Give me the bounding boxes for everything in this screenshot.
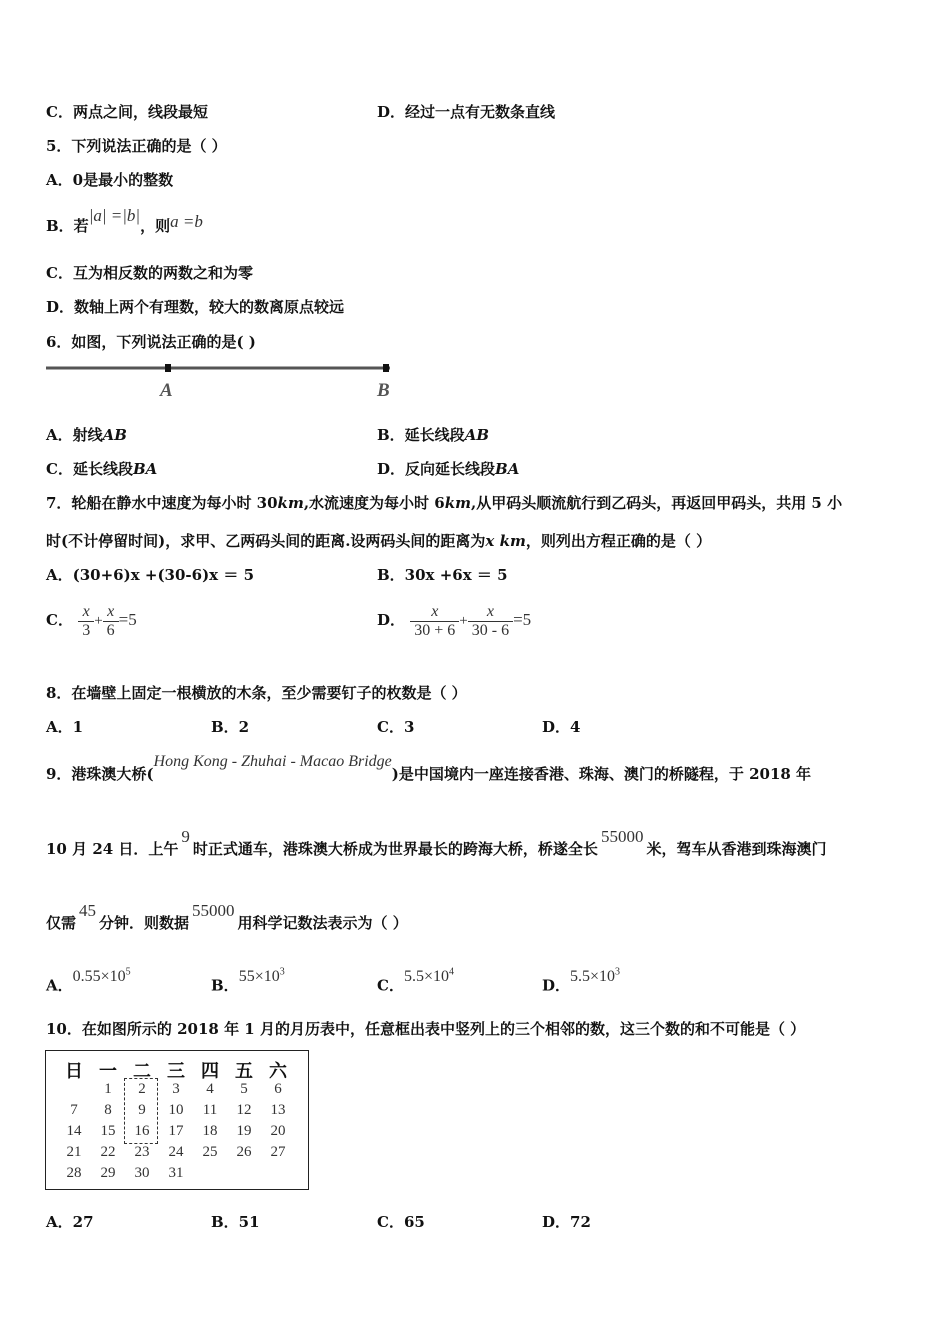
q7-stem-line1 <box>46 493 842 513</box>
q9-b-base: 55×10 <box>238 968 280 986</box>
calendar-january-2018 <box>45 1050 309 1190</box>
q9-option-c-label: C． <box>377 976 404 995</box>
q7-stem-line2 <box>46 531 711 551</box>
calendar-day: 21 <box>66 1144 82 1160</box>
q9-line2-a: 10 月 24 日．上午 <box>46 840 179 858</box>
q9-option-a-label: A． <box>46 976 73 995</box>
calendar-day: 29 <box>100 1165 116 1181</box>
calendar-day: 14 <box>66 1123 82 1139</box>
q9-length: 55000 <box>600 827 644 846</box>
calendar-day: 22 <box>100 1144 116 1160</box>
q9-line3-b: 分钟．则数据 <box>99 914 190 932</box>
q9-a-exp: 5 <box>125 967 131 978</box>
q6-label-b: B <box>377 380 390 401</box>
q7-d-den1: 30 + 6 <box>414 621 456 639</box>
q7-d-frac1 <box>410 603 459 640</box>
calendar-day: 4 <box>206 1081 214 1097</box>
q9-minutes: 45 <box>79 901 97 920</box>
q6-option-d <box>377 459 519 479</box>
q5-option-b <box>46 206 203 236</box>
calendar-day: 15 <box>100 1123 116 1139</box>
calendar-day: 16 <box>134 1123 150 1139</box>
q4-option-c: C．两点之间，线段最短 <box>46 103 208 121</box>
calendar-day: 17 <box>168 1123 184 1139</box>
calendar-day: 2 <box>138 1081 146 1097</box>
q9-b-exp: 3 <box>279 967 285 978</box>
q9-c-exp: 4 <box>448 967 454 978</box>
q7-option-b: B．30x +6x ＝ 5 <box>377 566 508 584</box>
q7-km-2: km <box>444 494 471 512</box>
q6-option-c-var: BA <box>132 460 158 478</box>
q9-stem-line3 <box>46 901 408 933</box>
q9-option-d-label: D． <box>542 976 571 995</box>
q9-english-name: Hong Kong - Zhuhai - Macao Bridge <box>153 753 392 770</box>
calendar-selection-box <box>124 1078 158 1144</box>
calendar-day: 27 <box>270 1144 286 1160</box>
calendar-header-fri: 五 <box>235 1061 253 1082</box>
q9-d-base: 5.5×10 <box>570 968 616 986</box>
q10-option-b: B．51 <box>211 1213 260 1231</box>
q9-stem-line1 <box>46 753 812 785</box>
q9-stem-line2 <box>46 827 827 859</box>
q7-line1-a: 7．轮船在静水中速度为每小时 30 <box>46 494 278 512</box>
q8-option-c: C．3 <box>377 718 415 736</box>
q8-option-a: A．1 <box>46 718 84 736</box>
calendar-day: 12 <box>236 1102 252 1118</box>
q7-c-eq: =5 <box>118 610 137 629</box>
q9-option-c-math <box>404 968 454 985</box>
calendar-day: 5 <box>240 1081 248 1097</box>
q9-c-base: 5.5×10 <box>403 968 449 986</box>
q5-option-b-prefix: B．若 <box>46 217 89 235</box>
calendar-day: 13 <box>270 1102 286 1118</box>
calendar-day: 9 <box>138 1102 146 1118</box>
q7-d-plus: + <box>459 613 468 629</box>
calendar-day: 10 <box>168 1102 184 1118</box>
calendar-day: 25 <box>202 1144 218 1160</box>
q6-option-c-text: C．延长线段 <box>46 460 133 478</box>
q9-option-b <box>211 967 285 996</box>
q9-line2-c: 米，驾车从香港到珠海澳门 <box>646 840 827 858</box>
q10-option-d: D．72 <box>542 1213 591 1231</box>
calendar-day: 31 <box>168 1165 184 1181</box>
q7-c-den2: 6 <box>106 621 115 639</box>
q8-stem: 8．在墙壁上固定一根横放的木条，至少需要钉子的枚数是（ ） <box>46 684 467 702</box>
q5-option-d: D．数轴上两个有理数，较大的数离原点较远 <box>46 298 345 316</box>
q7-c-den1: 3 <box>82 621 91 639</box>
q5-option-b-math2: a =b <box>170 212 203 231</box>
q9-option-d-math <box>570 968 620 985</box>
q7-d-num1: x <box>410 603 459 622</box>
q10-stem: 10．在如图所示的 2018 年 1 月的月历表中，任意框出表中竖列上的三个相邻的数，这三个数的和不可能是（ ） <box>46 1020 806 1038</box>
q6-option-b-text: B．延长线段 <box>377 426 465 444</box>
q7-c-frac1 <box>78 603 94 640</box>
q7-c-num1: x <box>78 603 94 622</box>
calendar-day: 1 <box>104 1081 112 1097</box>
q5-stem: 5．下列说法正确的是（ ） <box>46 137 227 155</box>
q9-option-b-label: B． <box>211 976 239 995</box>
q9-line3-a: 仅需 <box>46 914 77 932</box>
calendar-header-wed: 三 <box>167 1061 185 1082</box>
q9-d-exp: 3 <box>615 967 621 978</box>
calendar-day: 24 <box>168 1144 184 1160</box>
q6-segment-figure <box>44 360 394 402</box>
q6-option-a-var: AB <box>102 426 127 444</box>
q7-c-num2: x <box>103 603 119 622</box>
q9-hour: 9 <box>181 827 190 846</box>
q6-option-a-text: A．射线 <box>46 426 103 444</box>
calendar-header-mon: 一 <box>99 1061 117 1082</box>
q7-option-d <box>377 602 531 640</box>
q6-option-d-text: D．反向延长线段 <box>377 460 496 478</box>
q7-line2-b: ，则列出方程正确的是（ ） <box>525 532 712 550</box>
calendar-day: 19 <box>236 1123 252 1139</box>
q9-option-d <box>542 967 621 996</box>
calendar-day: 8 <box>104 1102 112 1118</box>
q10-option-c: C．65 <box>377 1213 425 1231</box>
calendar-day: 20 <box>270 1123 286 1139</box>
q9-line3-c: 用科学记数法表示为（ ） <box>237 914 408 932</box>
q6-option-c <box>46 459 157 479</box>
calendar-day: 6 <box>274 1081 282 1097</box>
q7-option-c-label: C． <box>46 611 73 629</box>
q4-option-d: D．经过一点有无数条直线 <box>377 103 556 121</box>
calendar-day: 11 <box>202 1102 218 1118</box>
q6-label-a: A <box>160 380 173 401</box>
q9-data: 55000 <box>192 901 235 920</box>
calendar-day: 3 <box>172 1081 180 1097</box>
calendar-header-sat: 六 <box>269 1061 287 1082</box>
calendar-day: 18 <box>202 1123 218 1139</box>
q9-a-base: 0.55×10 <box>72 968 126 986</box>
calendar-day: 23 <box>134 1144 150 1160</box>
q9-option-a-math <box>73 968 131 985</box>
q6-option-d-var: BA <box>495 460 520 478</box>
q9-option-c <box>377 967 454 996</box>
q9-line1-b: )是中国境内一座连接香港、珠海、澳门的桥隧程，于 2018 年 <box>391 765 812 783</box>
q8-option-b: B．2 <box>211 718 250 736</box>
q6-point-b <box>383 364 389 372</box>
q6-stem: 6．如图，下列说法正确的是( ) <box>46 333 256 351</box>
q7-d-den2: 30 - 6 <box>471 621 510 639</box>
calendar-header-sun: 日 <box>65 1061 83 1082</box>
q7-c-plus: + <box>94 613 103 629</box>
q7-option-d-label: D． <box>377 611 406 629</box>
calendar-day: 7 <box>70 1102 78 1118</box>
calendar-header-tue: 二 <box>133 1061 151 1082</box>
q6-point-a <box>165 364 171 372</box>
q9-line2-b: 时正式通车，港珠澳大桥成为世界最长的跨海大桥，桥遂全长 <box>192 840 598 858</box>
q6-option-b <box>377 425 489 445</box>
q7-option-c <box>46 602 137 640</box>
q7-line2-a: 时(不计停留时间)，求甲、乙两码头间的距离.设两码头间的距离为 <box>46 532 486 550</box>
calendar-day: 30 <box>134 1165 150 1181</box>
calendar-day: 28 <box>66 1165 82 1181</box>
q7-line1-b: ,水流速度为每小时 6 <box>303 494 445 512</box>
q9-line1-a: 9．港珠澳大桥( <box>46 765 154 783</box>
q7-option-a: A．(30+6)x +(30-6)x ＝ 5 <box>46 566 255 584</box>
q10-option-a: A．27 <box>46 1213 94 1231</box>
calendar-header-thu: 四 <box>201 1061 219 1082</box>
q7-x-km: x km <box>485 532 526 550</box>
q7-km-1: km <box>277 494 304 512</box>
q7-c-frac2 <box>103 603 119 640</box>
q9-option-a <box>46 967 131 996</box>
q8-option-d: D．4 <box>542 718 581 736</box>
q7-d-num2: x <box>468 603 513 622</box>
q7-d-eq: =5 <box>513 610 532 629</box>
q6-option-b-var: AB <box>464 426 490 444</box>
q7-d-frac2 <box>468 603 513 640</box>
q7-line1-c: ,从甲码头顺流航行到乙码头，再返回甲码头，共用 5 小 <box>470 494 843 512</box>
q5-option-a: A．0是最小的整数 <box>46 171 174 189</box>
q6-option-a <box>46 425 127 445</box>
q9-option-b-math <box>239 968 285 985</box>
q5-option-c: C．互为相反数的两数之和为零 <box>46 264 253 282</box>
q5-option-b-mid: ，则 <box>140 217 171 235</box>
calendar-day: 26 <box>236 1144 252 1160</box>
q5-option-b-math1: |a| =|b| <box>88 206 141 225</box>
